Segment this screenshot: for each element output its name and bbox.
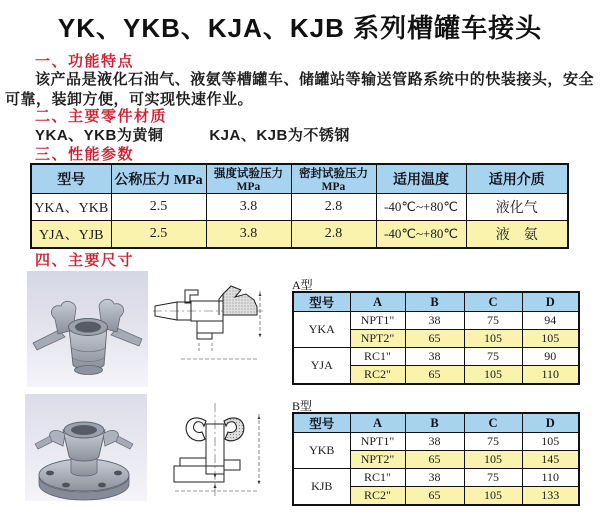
table-row — [293, 348, 579, 366]
cell: RC1" — [350, 348, 405, 366]
cell: 65 — [405, 451, 464, 469]
cell: YKA、YKB — [31, 194, 111, 221]
col-header: B — [405, 292, 464, 312]
col-header: 型号 — [31, 164, 111, 194]
cell: 65 — [405, 330, 464, 348]
cell: 2.5 — [111, 221, 206, 249]
cell: 2.8 — [291, 194, 376, 221]
table-row — [31, 194, 568, 221]
cell: 2.5 — [111, 194, 206, 221]
performance-table — [30, 163, 569, 249]
cell: YJA、YJB — [31, 221, 111, 249]
section-2-heading: 二、主要零件材质 — [35, 108, 168, 125]
table-row — [293, 469, 579, 487]
cell: 110 — [522, 366, 579, 385]
col-header: 型号 — [293, 413, 350, 433]
model-cell: YJA — [293, 348, 350, 385]
col-header: 适用介质 — [466, 164, 568, 194]
cell: 65 — [405, 487, 464, 506]
table-row — [293, 312, 579, 330]
feature-paragraph: 该产品是液化石油气、液氨等槽罐车、储罐站等输送管路系统中的快装接头，安全可靠，装卸方便，可实现快速作业。 — [5, 71, 594, 108]
cell: -40℃~+80℃ — [376, 194, 466, 221]
section-3-heading: 三、性能参数 — [35, 146, 135, 163]
photo-coupling-b — [25, 394, 147, 501]
cell: 液化气 — [466, 194, 568, 221]
col-header: 强度试验压力MPa — [206, 164, 291, 194]
performance-header-row — [31, 164, 568, 194]
cell: RC2" — [350, 487, 405, 506]
model-cell: YKA — [293, 312, 350, 348]
dim-header-row — [293, 292, 579, 312]
cell: 38 — [405, 348, 464, 366]
table-row — [293, 433, 579, 451]
cell: 38 — [405, 469, 464, 487]
section-1-heading: 一、功能特点 — [35, 53, 135, 70]
col-header: 公称压力 MPa — [111, 164, 206, 194]
cell: 75 — [464, 433, 522, 451]
materials-line — [35, 124, 350, 145]
model-cell: YKB — [293, 433, 350, 469]
cell: 38 — [405, 312, 464, 330]
dim-table-a-label: A型 — [292, 278, 313, 292]
col-header: A — [350, 292, 405, 312]
cell: 65 — [405, 366, 464, 385]
col-header: A — [350, 413, 405, 433]
section-4-heading: 四、主要尺寸 — [35, 252, 135, 269]
model-cell: KJB — [293, 469, 350, 506]
cell: -40℃~+80℃ — [376, 221, 466, 249]
dimension-table-b — [292, 412, 580, 506]
col-header: C — [464, 292, 522, 312]
col-header: 适用温度 — [376, 164, 466, 194]
cell: 105 — [464, 330, 522, 348]
cell: 38 — [405, 433, 464, 451]
cell: NPT1" — [350, 433, 405, 451]
cell: NPT2" — [350, 330, 405, 348]
photo-coupling-a — [27, 271, 148, 387]
cell: 105 — [522, 330, 579, 348]
drawing-section-a — [151, 281, 266, 369]
cell: NPT2" — [350, 451, 405, 469]
cell: 2.8 — [291, 221, 376, 249]
cell: 105 — [464, 366, 522, 385]
cell: 90 — [522, 348, 579, 366]
col-header: D — [522, 292, 579, 312]
cell: 液 氨 — [466, 221, 568, 249]
cell: 105 — [464, 487, 522, 506]
col-header: C — [464, 413, 522, 433]
cell: 105 — [522, 433, 579, 451]
page-title: YK、YKB、KJA、KJB 系列槽罐车接头 — [57, 13, 543, 43]
cell: 75 — [464, 312, 522, 330]
cell: 75 — [464, 469, 522, 487]
material-brass: YKA、YKB为黄铜 — [35, 127, 164, 144]
col-header: 密封试验压力MPa — [291, 164, 376, 194]
col-header: B — [405, 413, 464, 433]
cell: 110 — [522, 469, 579, 487]
col-header: D — [522, 413, 579, 433]
cell: 3.8 — [206, 221, 291, 249]
cell: 133 — [522, 487, 579, 506]
cell: RC2" — [350, 366, 405, 385]
col-header: 型号 — [293, 292, 350, 312]
drawing-section-b — [163, 400, 271, 500]
cell: NPT1" — [350, 312, 405, 330]
cell: 94 — [522, 312, 579, 330]
table-row — [31, 221, 568, 249]
cell: 3.8 — [206, 194, 291, 221]
cell: RC1" — [350, 469, 405, 487]
dim-header-row — [293, 413, 579, 433]
cell: 145 — [522, 451, 579, 469]
material-steel: KJA、KJB为不锈钢 — [209, 127, 350, 144]
dim-table-b-label: B型 — [292, 399, 313, 413]
cell: 105 — [464, 451, 522, 469]
cell: 75 — [464, 348, 522, 366]
dimension-table-a — [292, 291, 580, 385]
